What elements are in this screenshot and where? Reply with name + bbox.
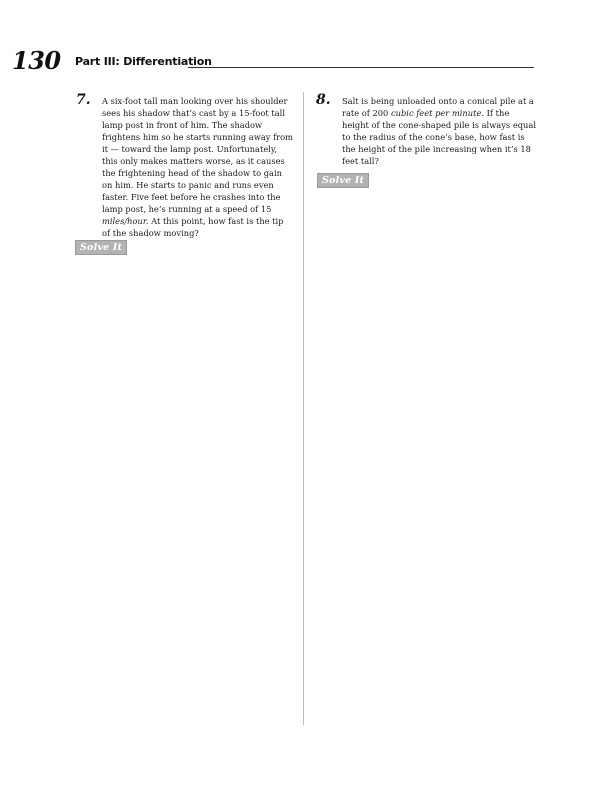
problem-8-text-part: If the height of the cone-shaped pile is always equal to the radius of the cone’s base, how fast is the height of the pile increasing when it’s 18 feet tall? [342, 108, 536, 166]
problem-7-text [102, 95, 294, 239]
problem-8-number: 8. [316, 92, 331, 108]
problem-7-number: 7. [76, 92, 91, 108]
problem-7-text-part: At this point, how fast is the tip of the shadow moving? [102, 216, 284, 238]
header-rule [188, 67, 534, 68]
problem-7-text-part: A six-foot tall man looking over his shoulder sees his shadow that’s cast by a 15-foot tall lamp post in front of him. The shadow frightens him so he starts running away from it — toward the lamp post. Unfortunately, this only makes matters worse, as it causes the frightening head of the shadow to gain on him. He starts to panic and runs even faster. Five feet before he crashes into the lamp post, he’s running at a speed of 15 [102, 96, 294, 214]
problem-7-emphasis: miles/hour. [102, 216, 149, 226]
problem-8-text [342, 95, 537, 167]
problem-8-text-part: Salt is being unloaded onto a conical pile at a rate of 200 [342, 96, 534, 118]
part-title: Part III: Differentiation [75, 55, 212, 68]
page-number: 130 [12, 46, 61, 75]
problem-7-solve-it-label: Solve It [75, 240, 127, 255]
problem-8-solve-it-label: Solve It [317, 173, 369, 188]
column-divider [303, 92, 304, 725]
problem-8-emphasis: cubic feet per minute. [390, 108, 485, 118]
